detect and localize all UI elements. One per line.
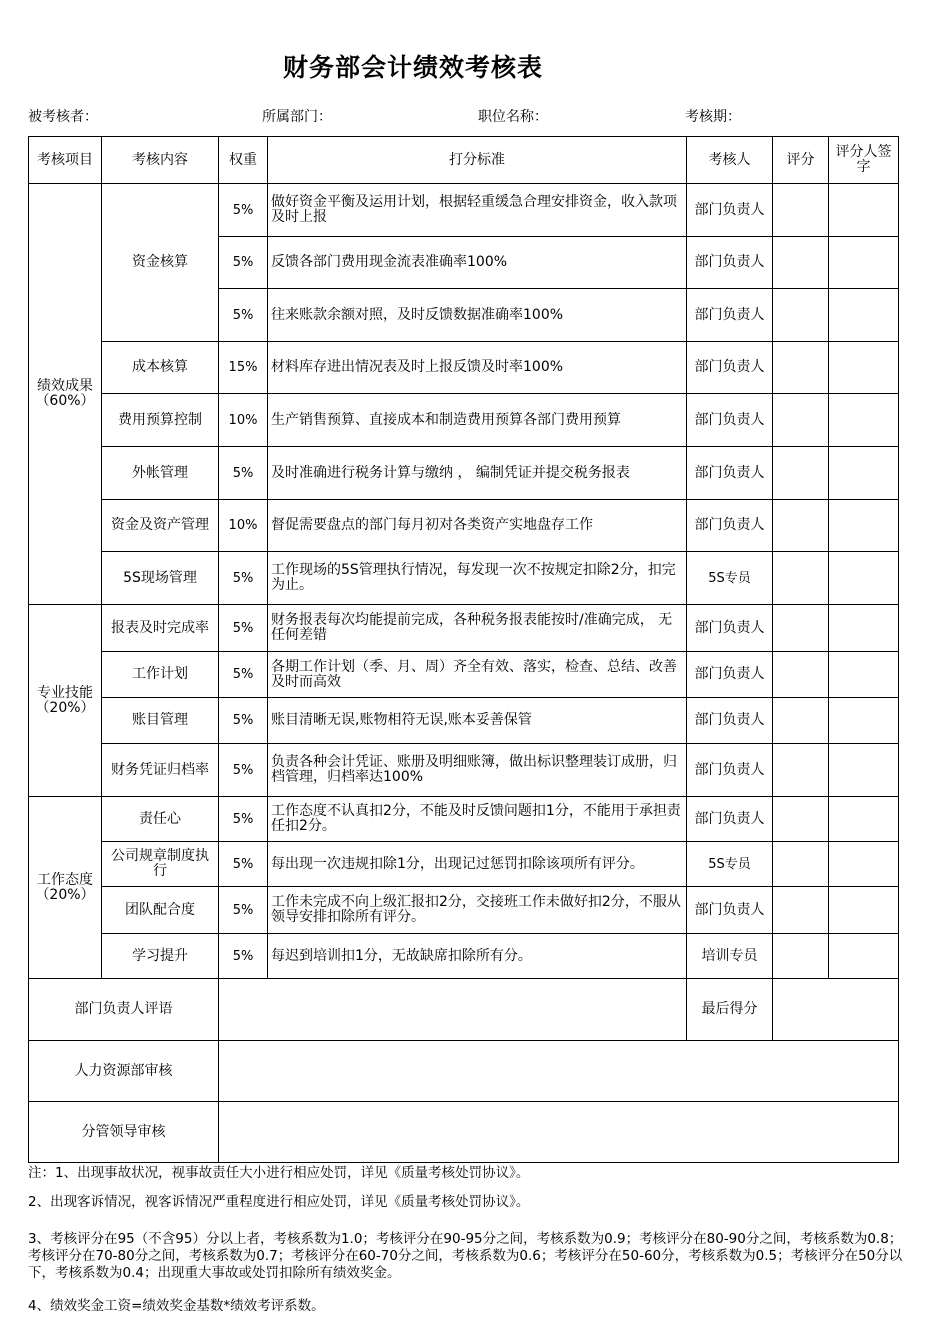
signature-input[interactable] [829, 842, 899, 887]
department-label: 所属部门： [262, 109, 332, 125]
footer-row-dept [29, 979, 899, 1041]
standard-cell: 督促需要盘点的部门每月初对各类资产实地盘存工作 [268, 500, 687, 552]
footer-row-leader [29, 1102, 899, 1163]
signature-input[interactable] [829, 887, 899, 934]
header-cell: 考核人 [687, 137, 773, 184]
table-row [29, 394, 899, 447]
weight-cell: 10% [219, 394, 268, 447]
score-input[interactable] [773, 842, 829, 887]
header-cell: 考核内容 [102, 137, 219, 184]
standard-cell: 往来账款余额对照，及时反馈数据准确率100% [268, 289, 687, 342]
score-input[interactable] [773, 289, 829, 342]
score-input[interactable] [773, 887, 829, 934]
category-percent: （20%） [35, 886, 95, 903]
signature-input[interactable] [829, 184, 899, 237]
score-input[interactable] [773, 447, 829, 500]
leader-review-input[interactable] [219, 1102, 899, 1163]
signature-input[interactable] [829, 394, 899, 447]
standard-cell: 及时准确进行税务计算与缴纳 ， 编制凭证并提交税务报表 [268, 447, 687, 500]
weight-cell: 5% [219, 887, 268, 934]
score-input[interactable] [773, 652, 829, 698]
score-input[interactable] [773, 342, 829, 394]
assessor-cell: 部门负责人 [687, 744, 773, 797]
signature-input[interactable] [829, 342, 899, 394]
table-row [29, 797, 899, 842]
score-input[interactable] [773, 605, 829, 652]
assessor-cell: 5S专员 [687, 552, 773, 605]
content-cell: 团队配合度 [102, 887, 219, 934]
table-row [29, 887, 899, 934]
standard-cell: 材料库存进出情况表及时上报反馈及时率100% [268, 342, 687, 394]
standard-cell: 工作态度不认真扣2分，不能及时反馈问题扣1分，不能用于承担责任扣2分。 [268, 797, 687, 842]
weight-cell: 5% [219, 552, 268, 605]
signature-input[interactable] [829, 934, 899, 979]
dept-comment-input[interactable] [219, 979, 687, 1041]
signature-input[interactable] [829, 797, 899, 842]
table-row [29, 934, 899, 979]
final-score-input[interactable] [773, 979, 899, 1041]
content-cell: 外帐管理 [102, 447, 219, 500]
assessor-cell: 部门负责人 [687, 342, 773, 394]
score-input[interactable] [773, 797, 829, 842]
weight-cell: 5% [219, 744, 268, 797]
standard-cell: 财务报表每次均能提前完成，各种税务报表能按时/准确完成， 无任何差错 [268, 605, 687, 652]
standard-cell: 负责各种会计凭证、账册及明细账簿，做出标识整理装订成册，归档管理，归档率达100% [268, 744, 687, 797]
table-row [29, 552, 899, 605]
weight-cell: 5% [219, 698, 268, 744]
hr-review-label: 人力资源部审核 [29, 1041, 219, 1102]
header-cell: 考核项目 [29, 137, 102, 184]
content-cell: 账目管理 [102, 698, 219, 744]
weight-cell: 5% [219, 289, 268, 342]
content-cell: 学习提升 [102, 934, 219, 979]
signature-input[interactable] [829, 698, 899, 744]
period-label: 考核期： [685, 109, 741, 125]
signature-input[interactable] [829, 237, 899, 289]
content-cell: 5S现场管理 [102, 552, 219, 605]
table-row [29, 605, 899, 652]
note-1: 注：1、出现事故状况，视事故责任大小进行相应处罚，详见《质量考核处罚协议》。 [28, 1165, 530, 1181]
header-cell: 评分 [773, 137, 829, 184]
weight-cell: 5% [219, 447, 268, 500]
weight-cell: 10% [219, 500, 268, 552]
assessor-cell: 部门负责人 [687, 887, 773, 934]
signature-input[interactable] [829, 652, 899, 698]
assessor-cell: 部门负责人 [687, 698, 773, 744]
category-name: 绩效成果 [37, 378, 93, 394]
category-percent: （60%） [35, 393, 95, 409]
score-input[interactable] [773, 394, 829, 447]
assessor-cell: 部门负责人 [687, 605, 773, 652]
standard-cell: 生产销售预算、直接成本和制造费用预算各部门费用预算 [268, 394, 687, 447]
assessor-cell: 部门负责人 [687, 289, 773, 342]
page-title: 财务部会计绩效考核表 [282, 53, 543, 82]
signature-input[interactable] [829, 605, 899, 652]
weight-cell: 5% [219, 797, 268, 842]
header-cell: 评分人签字 [829, 137, 899, 184]
table-row [29, 447, 899, 500]
standard-cell: 每迟到培训扣1分，无故缺席扣除所有分。 [268, 934, 687, 979]
hr-review-input[interactable] [219, 1041, 899, 1102]
final-score-label: 最后得分 [687, 979, 773, 1041]
weight-cell: 15% [219, 342, 268, 394]
assessor-cell: 培训专员 [687, 934, 773, 979]
score-input[interactable] [773, 698, 829, 744]
standard-cell: 反馈各部门费用现金流表准确率100% [268, 237, 687, 289]
weight-cell: 5% [219, 605, 268, 652]
weight-cell: 5% [219, 842, 268, 887]
content-cell: 资金核算 [102, 184, 219, 342]
category-name: 专业技能 [37, 684, 93, 701]
assessor-cell: 5S专员 [687, 842, 773, 887]
content-cell: 责任心 [102, 797, 219, 842]
assessment-table [28, 136, 899, 1163]
weight-cell: 5% [219, 652, 268, 698]
content-cell: 工作计划 [102, 652, 219, 698]
score-input[interactable] [773, 934, 829, 979]
header-cell: 权重 [219, 137, 268, 184]
standard-cell: 每出现一次违规扣除1分，出现记过惩罚扣除该项所有评分。 [268, 842, 687, 887]
leader-review-label: 分管领导审核 [29, 1102, 219, 1163]
category-name: 工作态度 [37, 871, 93, 888]
signature-input[interactable] [829, 552, 899, 605]
category-performance [29, 184, 102, 605]
weight-cell: 5% [219, 184, 268, 237]
position-label: 职位名称： [478, 109, 548, 125]
table-row [29, 744, 899, 797]
signature-input[interactable] [829, 289, 899, 342]
note-2: 2、出现客诉情况，视客诉情况严重程度进行相应处罚，详见《质量考核处罚协议》。 [28, 1194, 530, 1210]
table-row [29, 500, 899, 552]
standard-cell: 工作现场的5S管理执行情况，每发现一次不按规定扣除2分，扣完为止。 [268, 552, 687, 605]
assessor-cell: 部门负责人 [687, 797, 773, 842]
footer-row-hr [29, 1041, 899, 1102]
standard-cell: 做好资金平衡及运用计划，根据轻重缓急合理安排资金，收入款项及时上报 [268, 184, 687, 237]
table-row [29, 342, 899, 394]
table-header-row [29, 137, 899, 184]
category-skills [29, 605, 102, 797]
signature-input[interactable] [829, 744, 899, 797]
note-3: 3、考核评分在95（不含95）分以上者，考核系数为1.0；考核评分在90-95分之间，考核系数为0.9；考核评分在80-90分之间，考核系数为0.8；考核评分在70-80分之间，考核系数为0.7；考核评分在60-70分之间，考核系数为0.6；考核评分在50-60分，考核系数为0.5；考核评分在50分以下，考核系数为0.4；出现重大事故或处罚扣除所有绩效奖金。 [28, 1231, 903, 1281]
standard-cell: 各期工作计划（季、月、周）齐全有效、落实，检查、总结、改善及时而高效 [268, 652, 687, 698]
dept-comment-label: 部门负责人评语 [29, 979, 219, 1041]
weight-cell: 5% [219, 237, 268, 289]
table-row [29, 842, 899, 887]
assessor-cell: 部门负责人 [687, 184, 773, 237]
content-cell: 公司规章制度执行 [102, 842, 219, 887]
assessee-label: 被考核者： [28, 109, 98, 125]
table-row [29, 184, 899, 237]
content-cell: 费用预算控制 [102, 394, 219, 447]
assessor-cell: 部门负责人 [687, 394, 773, 447]
category-attitude [29, 797, 102, 979]
assessor-cell: 部门负责人 [687, 447, 773, 500]
header-cell: 打分标准 [268, 137, 687, 184]
content-cell: 成本核算 [102, 342, 219, 394]
assessor-cell: 部门负责人 [687, 237, 773, 289]
assessor-cell: 部门负责人 [687, 652, 773, 698]
standard-cell: 工作未完成不向上级汇报扣2分，交接班工作未做好扣2分，不服从领导安排扣除所有评分。 [268, 887, 687, 934]
table-row [29, 652, 899, 698]
table-row [29, 698, 899, 744]
signature-input[interactable] [829, 500, 899, 552]
assessor-cell: 部门负责人 [687, 500, 773, 552]
score-input[interactable] [773, 552, 829, 605]
score-input[interactable] [773, 184, 829, 237]
signature-input[interactable] [829, 447, 899, 500]
content-cell: 报表及时完成率 [102, 605, 219, 652]
content-cell: 财务凭证归档率 [102, 744, 219, 797]
content-cell: 资金及资产管理 [102, 500, 219, 552]
note-4: 4、绩效奖金工资=绩效奖金基数*绩效考评系数。 [28, 1298, 325, 1314]
score-input[interactable] [773, 237, 829, 289]
category-percent: （20%） [35, 699, 95, 716]
score-input[interactable] [773, 744, 829, 797]
weight-cell: 5% [219, 934, 268, 979]
score-input[interactable] [773, 500, 829, 552]
standard-cell: 账目清晰无误,账物相符无误,账本妥善保管 [268, 698, 687, 744]
